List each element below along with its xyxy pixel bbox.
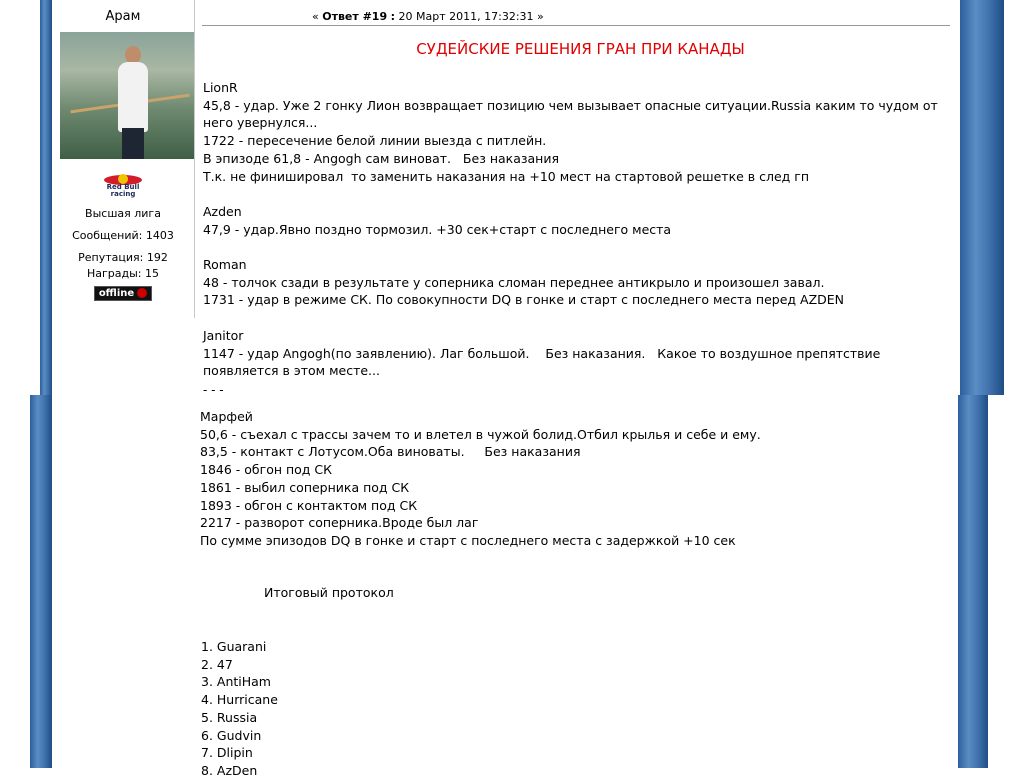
author-profile: [52, 0, 195, 318]
status-label: offline: [98, 288, 135, 299]
page-background-right: [958, 395, 988, 768]
author-reputation: Репутация: 192: [78, 251, 168, 264]
team-logo: [98, 173, 148, 199]
list-item: 1. Guarani: [201, 639, 267, 654]
status-dot-icon: [137, 288, 147, 298]
list-item: 4. Hurricane: [201, 692, 278, 708]
header-suffix: »: [537, 10, 544, 23]
protocol-list: [201, 638, 501, 780]
list-item: 6. Gudvin: [201, 727, 262, 743]
page-background-left: [30, 395, 52, 768]
list-item: 8. AzDen: [201, 762, 258, 778]
post-title: СУДЕЙСКИЕ РЕШЕНИЯ ГРАН ПРИ КАНАДЫ: [416, 40, 745, 58]
header-prefix: «: [312, 10, 319, 23]
status-badge: [94, 286, 152, 301]
list-item: 7. Dlipin: [201, 745, 253, 761]
avatar-legs: [122, 128, 144, 159]
page-background-right-top: [960, 0, 1004, 395]
post-body-part1: LionR 45,8 - удар. Уже 2 гонку Лион возвращает позицию чем вызывает опасные ситуации.Russia каким то чудом от него увернулся... 1722 - пересечение белой линии выезда с питлейн. В эпизоде 61,8 - Angogh сам виноват. Без наказания Т.к. не финишировал то заменить наказания на +10 мест на стартовой решетке в след гп Azden 47,9 - удар.Явно поздно тормозил. +30 сек+старт с последнего места Roman 48 - толчок сзади в результате у соперника сломан переднее антикрыло и произошел завал. 1731 - удар в режиме СК. По совокупности DQ в гонке и старт с последнего места перед AZDEN Janitor 1147 - удар Angogh(по заявлению). Лаг большой. Без наказания. Какое то воздушное препятствие появляется в этом месте...: [203, 80, 938, 379]
author-message-count: Сообщений: 1403: [72, 229, 174, 242]
list-item: 2. 47: [201, 656, 233, 672]
list-item: 3. AntiHam: [201, 674, 271, 690]
avatar: [60, 32, 194, 159]
forum-post: [52, 0, 958, 778]
page-background-left-top: [40, 0, 52, 395]
separator-dashes: - - -: [203, 383, 224, 397]
author-awards: Награды: 15: [86, 267, 159, 280]
author-rank: Высшая лига: [85, 207, 161, 220]
header-separator: :: [390, 10, 396, 23]
protocol-title: Итоговый протокол: [264, 585, 394, 600]
post-body-part2: Марфей 50,6 - съехал с трассы зачем то и влетел в чужой болид.Отбил крылья и себе и ему. 83,5 - контакт с Лотусом.Оба виноваты. Без наказания 1846 - обгон под СК 1861 - выбил соперника под СК 1893 - обгон с контактом под СК 2217 - разворот соперника.Вроде был лаг По сумме эпизодов DQ в гонке и старт с последнего места с задержкой +10 сек: [200, 409, 761, 548]
reply-number-link[interactable]: Ответ #19: [322, 10, 388, 23]
author-username[interactable]: Арам: [105, 9, 141, 24]
post-date: 20 Март 2011, 17:32:31: [398, 10, 534, 23]
avatar-body: [118, 62, 148, 132]
list-item: 5. Russia: [201, 709, 258, 725]
logo-text: Red Bull racing: [106, 183, 140, 198]
post-header: [202, 10, 950, 26]
